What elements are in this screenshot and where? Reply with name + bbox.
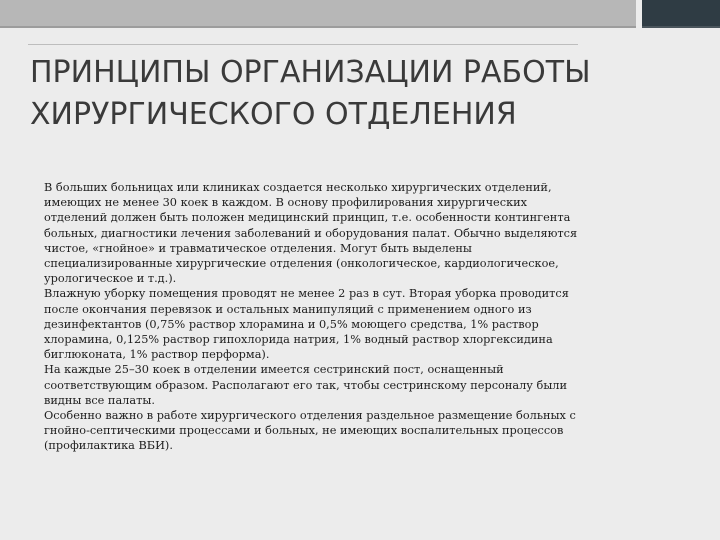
paragraph-departments: В больших больницах или клиниках создается несколько хирургических отделений, имеющих не менее 30 коек в каждом. В основу профилирования хирургических отделений должен быть положен медицинский принцип, т.е. особенности контингента больных, диагностики лечения заболеваний и оборудования палат. Обычно выделяются чистое, «гнойное» и травматическое отделения. Могут быть выделены специализированные хирургические отделения (онкологическое, кардиологическое, урологическое и т.д.). <box>44 181 578 286</box>
paragraph-cleaning: Влажную уборку помещения проводят не менее 2 раз в сут. Вторая уборка проводится после окончания перевязок и остальных манипуляций с применением одного из дезинфектантов (0,75% раствор хлорамина и 0,5% моющего средства, 1% раствор хлорамина, 0,125% раствор гипохлорида натрия, 1% водный раствор хлоргексидина биглюконата, 1% раствор перформа). <box>44 287 569 362</box>
paragraph-nurse-post: На каждые 25–30 коек в отделении имеется сестринский пост, оснащенный соответствующим образом. Располагают его так, чтобы сестринскому персоналу были видны все палаты. <box>44 363 568 407</box>
top-dark-accent-block <box>642 0 720 26</box>
top-dark-accent-underline <box>642 26 720 28</box>
slide-body <box>44 180 680 454</box>
top-bar-underline <box>0 26 636 28</box>
title-divider-line <box>28 44 578 45</box>
slide-title: ПРИНЦИПЫ ОРГАНИЗАЦИИ РАБОТЫ ХИРУРГИЧЕСКОГО ОТДЕЛЕНИЯ <box>30 55 591 132</box>
paragraph-separation: Особенно важно в работе хирургического отделения раздельное размещение больных с гнойно-септическими процессами и больных, не имеющих воспалительных процессов (профилактика ВБИ). <box>44 409 576 453</box>
top-decorative-bar <box>0 0 636 26</box>
